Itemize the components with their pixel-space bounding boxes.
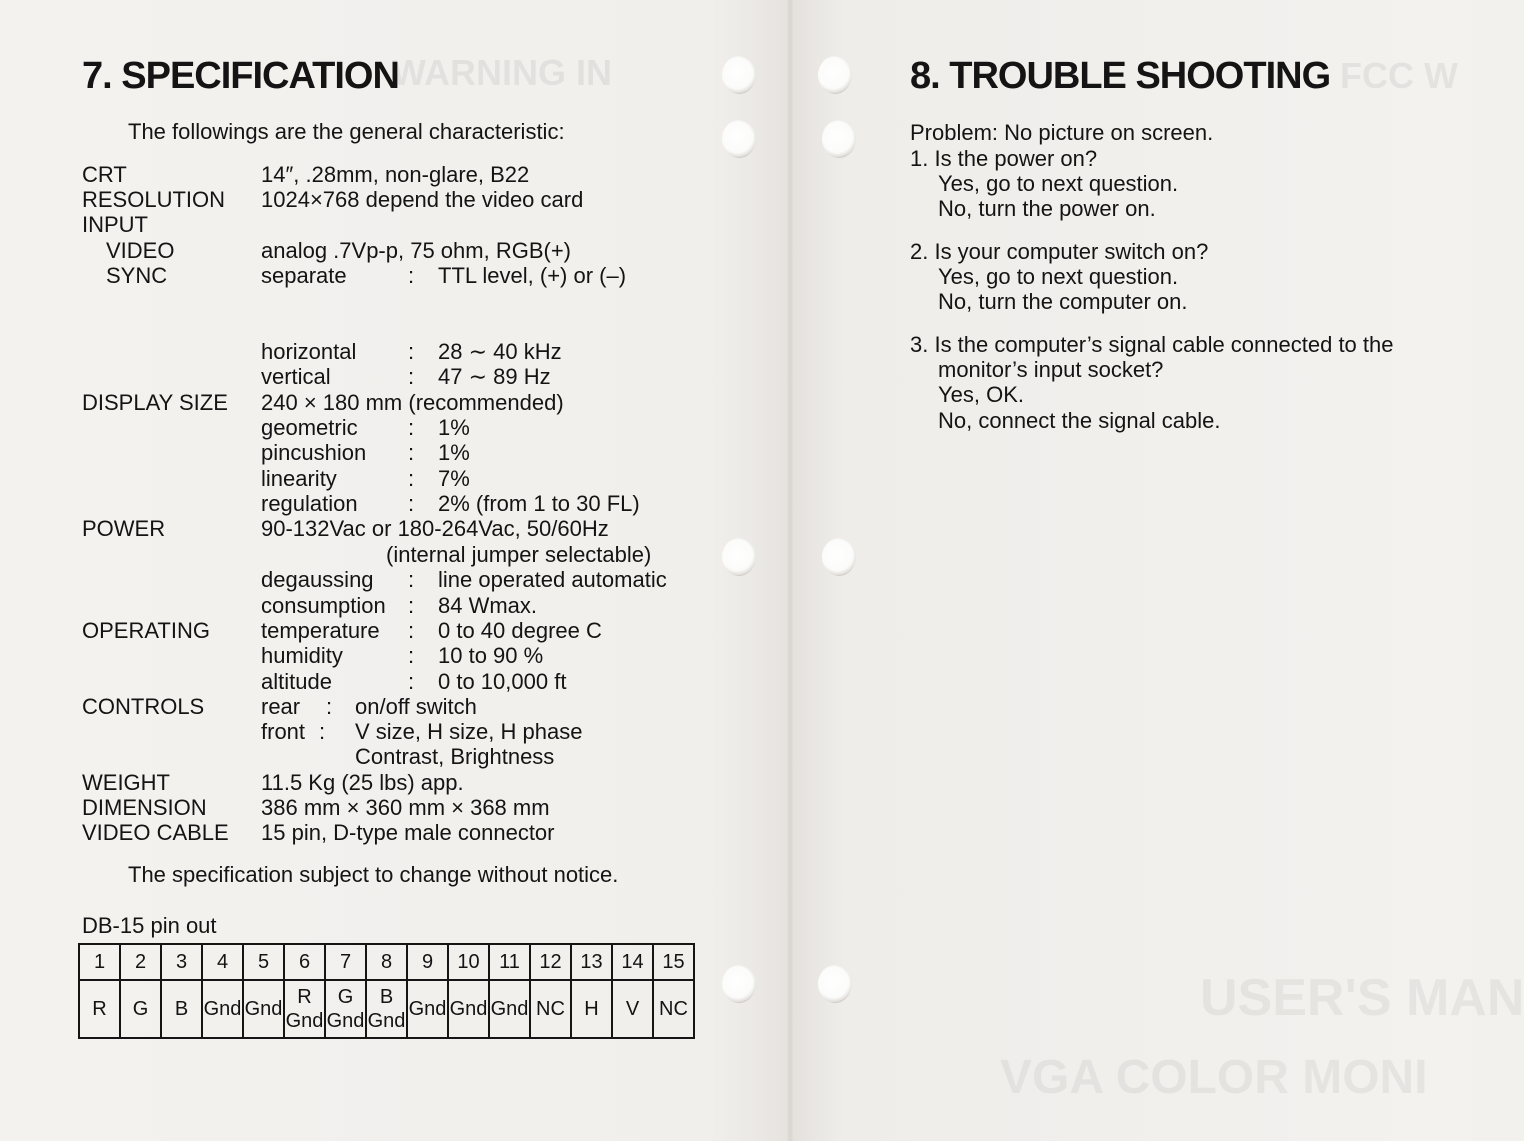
question-1-no: No, turn the power on. — [938, 196, 1156, 221]
binder-hole — [722, 120, 756, 158]
colon: : — [408, 491, 415, 516]
power-label: POWER — [82, 516, 166, 541]
question-3: 3. Is the computer’s signal cable connected to the — [910, 332, 1394, 357]
bleed-through-cover-title: USER'S MAN — [1200, 969, 1524, 1027]
colon: : — [408, 669, 415, 694]
linearity-value: 7% — [438, 466, 470, 491]
geometric-key: geometric — [261, 415, 358, 440]
pin-number-cell: 13 — [571, 944, 612, 980]
pin-signal-text: G — [337, 986, 354, 1008]
bleed-through-cover-subtitle: VGA COLOR MONI — [1000, 1051, 1428, 1104]
geometric-value: 1% — [438, 415, 470, 440]
pin-signal-text: NC — [659, 998, 688, 1020]
pin-signal-text: NC — [536, 998, 565, 1020]
binder-hole — [818, 965, 852, 1003]
video-label: VIDEO — [106, 238, 175, 263]
regulation-key: regulation — [261, 491, 358, 516]
video-value: analog .7Vp-p, 75 ohm, RGB(+) — [261, 238, 571, 263]
question-2-no: No, turn the computer on. — [938, 289, 1188, 314]
consumption-key: consumption — [261, 593, 386, 618]
pin-signal-cell — [120, 980, 161, 1038]
crt-value: 14″, .28mm, non-glare, B22 — [261, 162, 530, 187]
pin-number-cell: 8 — [366, 944, 407, 980]
dimension-value: 386 mm × 360 mm × 368 mm — [261, 795, 550, 820]
front-value-2: Contrast, Brightness — [355, 744, 555, 769]
operating-label: OPERATING — [82, 618, 210, 643]
pin-number-cell: 5 — [243, 944, 284, 980]
troubleshooting-title: 8. TROUBLE SHOOTING — [910, 55, 1331, 97]
pincushion-key: pincushion — [261, 440, 367, 465]
binder-hole — [722, 965, 756, 1003]
colon: : — [408, 339, 415, 364]
altitude-value: 0 to 10,000 ft — [438, 669, 567, 694]
pin-signal-text: Gnd — [490, 998, 529, 1020]
colon: : — [408, 440, 415, 465]
pinout-title: DB-15 pin out — [82, 913, 217, 938]
weight-label: WEIGHT — [82, 770, 170, 795]
pin-signal-text: Gnd — [244, 998, 283, 1020]
pin-signal-cell — [79, 980, 120, 1038]
dimension-label: DIMENSION — [82, 795, 207, 820]
front-key: front — [261, 719, 306, 744]
binder-hole — [818, 56, 852, 94]
humidity-key: humidity — [261, 643, 343, 668]
controls-label: CONTROLS — [82, 694, 205, 719]
display-size-label: DISPLAY SIZE — [82, 390, 228, 415]
sync-key: separate — [261, 263, 347, 288]
question-3-no: No, connect the signal cable. — [938, 408, 1221, 433]
pin-signal-text: Gnd — [367, 1010, 406, 1032]
temperature-key: temperature — [261, 618, 380, 643]
pincushion-value: 1% — [438, 440, 470, 465]
pin-number-cell: 12 — [530, 944, 571, 980]
pin-signal-cell — [489, 980, 530, 1038]
pinout-table — [78, 943, 695, 1039]
pin-number-cell: 9 — [407, 944, 448, 980]
spec-notice: The specification subject to change without notice. — [128, 862, 619, 887]
pin-number-cell: 3 — [161, 944, 202, 980]
binder-hole — [822, 538, 856, 576]
horizontal-value: 28 ∼ 40 kHz — [438, 339, 562, 364]
pin-number-cell: 4 — [202, 944, 243, 980]
video-cable-value: 15 pin, D-type male connector — [261, 820, 555, 845]
pin-number-cell: 14 — [612, 944, 653, 980]
degaussing-key: degaussing — [261, 567, 374, 592]
video-cable-label: VIDEO CABLE — [82, 820, 229, 845]
bleed-through-heading-right: FCC W — [1340, 55, 1458, 96]
pin-signal-cell — [161, 980, 202, 1038]
bleed-through-heading-left: WARNING IN — [392, 52, 612, 93]
colon: : — [319, 719, 326, 744]
pin-signal-text: B — [379, 986, 394, 1008]
colon: : — [408, 263, 415, 288]
degaussing-value: line operated automatic — [438, 567, 667, 592]
colon: : — [408, 643, 415, 668]
question-2-yes: Yes, go to next question. — [938, 264, 1179, 289]
pin-number-cell: 7 — [325, 944, 366, 980]
colon: : — [408, 593, 415, 618]
sync-value: TTL level, (+) or (–) — [438, 263, 627, 288]
humidity-value: 10 to 90 % — [438, 643, 544, 668]
pin-signal-text: G — [132, 998, 149, 1020]
question-3-yes: Yes, OK. — [938, 382, 1025, 407]
spec-title: 7. SPECIFICATION — [82, 55, 399, 97]
pin-signal-text: B — [174, 998, 189, 1020]
problem-statement: Problem: No picture on screen. — [910, 120, 1214, 145]
pin-signal-cell — [366, 980, 407, 1038]
pin-number-cell: 2 — [120, 944, 161, 980]
pin-signal-text: R — [92, 998, 107, 1020]
colon: : — [408, 466, 415, 491]
pin-signal-cell — [284, 980, 325, 1038]
pin-signal-cell — [653, 980, 694, 1038]
consumption-value: 84 Wmax. — [438, 593, 538, 618]
pin-number-cell: 6 — [284, 944, 325, 980]
pin-signal-cell — [612, 980, 653, 1038]
question-1: 1. Is the power on? — [910, 146, 1098, 171]
pin-signal-cell — [571, 980, 612, 1038]
pin-number-cell: 15 — [653, 944, 694, 980]
binder-hole — [722, 538, 756, 576]
horizontal-key: horizontal — [261, 339, 357, 364]
pin-signal-text: Gnd — [203, 998, 242, 1020]
pin-signal-text: Gnd — [449, 998, 488, 1020]
pin-signal-cell — [243, 980, 284, 1038]
pin-signal-text: Gnd — [285, 1010, 324, 1032]
pin-signal-text: Gnd — [326, 1010, 365, 1032]
pin-signal-cell — [448, 980, 489, 1038]
linearity-key: linearity — [261, 466, 337, 491]
pin-signal-text: R — [297, 986, 312, 1008]
colon: : — [408, 415, 415, 440]
front-value: V size, H size, H phase — [355, 719, 583, 744]
pin-signal-cell — [407, 980, 448, 1038]
pin-number-cell: 1 — [79, 944, 120, 980]
rear-key: rear — [261, 694, 301, 719]
pin-number-row — [79, 944, 694, 980]
binder-hole — [722, 56, 756, 94]
pin-signal-cell — [325, 980, 366, 1038]
resolution-value: 1024×768 depend the video card — [261, 187, 584, 212]
power-note: (internal jumper selectable) — [386, 542, 652, 567]
regulation-value: 2% (from 1 to 30 FL) — [438, 491, 640, 516]
crt-label: CRT — [82, 162, 127, 187]
weight-value: 11.5 Kg (25 lbs) app. — [261, 770, 464, 795]
spec-intro: The followings are the general characteristic: — [128, 119, 565, 144]
pin-number-cell: 11 — [489, 944, 530, 980]
colon: : — [408, 618, 415, 643]
pin-signal-cell — [202, 980, 243, 1038]
pin-number-cell: 10 — [448, 944, 489, 980]
page-gutter — [786, 0, 794, 1141]
rear-value: on/off switch — [355, 694, 477, 719]
vertical-value: 47 ∼ 89 Hz — [438, 364, 551, 389]
power-value: 90-132Vac or 180-264Vac, 50/60Hz — [261, 516, 609, 541]
resolution-label: RESOLUTION — [82, 187, 226, 212]
pin-signal-cell — [530, 980, 571, 1038]
question-1-yes: Yes, go to next question. — [938, 171, 1179, 196]
pin-signal-text: Gnd — [408, 998, 447, 1020]
altitude-key: altitude — [261, 669, 332, 694]
binder-hole — [822, 120, 856, 158]
vertical-key: vertical — [261, 364, 331, 389]
question-2: 2. Is your computer switch on? — [910, 239, 1209, 264]
temperature-value: 0 to 40 degree C — [438, 618, 602, 643]
question-3-continued: monitor’s input socket? — [938, 357, 1164, 382]
input-label: INPUT — [82, 212, 148, 237]
colon: : — [326, 694, 333, 719]
colon: : — [408, 364, 415, 389]
sync-label: SYNC — [106, 263, 168, 288]
pin-signal-text: V — [625, 998, 640, 1020]
display-size-value: 240 × 180 mm (recommended) — [261, 390, 564, 415]
pin-signal-row — [79, 980, 694, 1038]
pin-signal-text: H — [584, 998, 599, 1020]
colon: : — [408, 567, 415, 592]
